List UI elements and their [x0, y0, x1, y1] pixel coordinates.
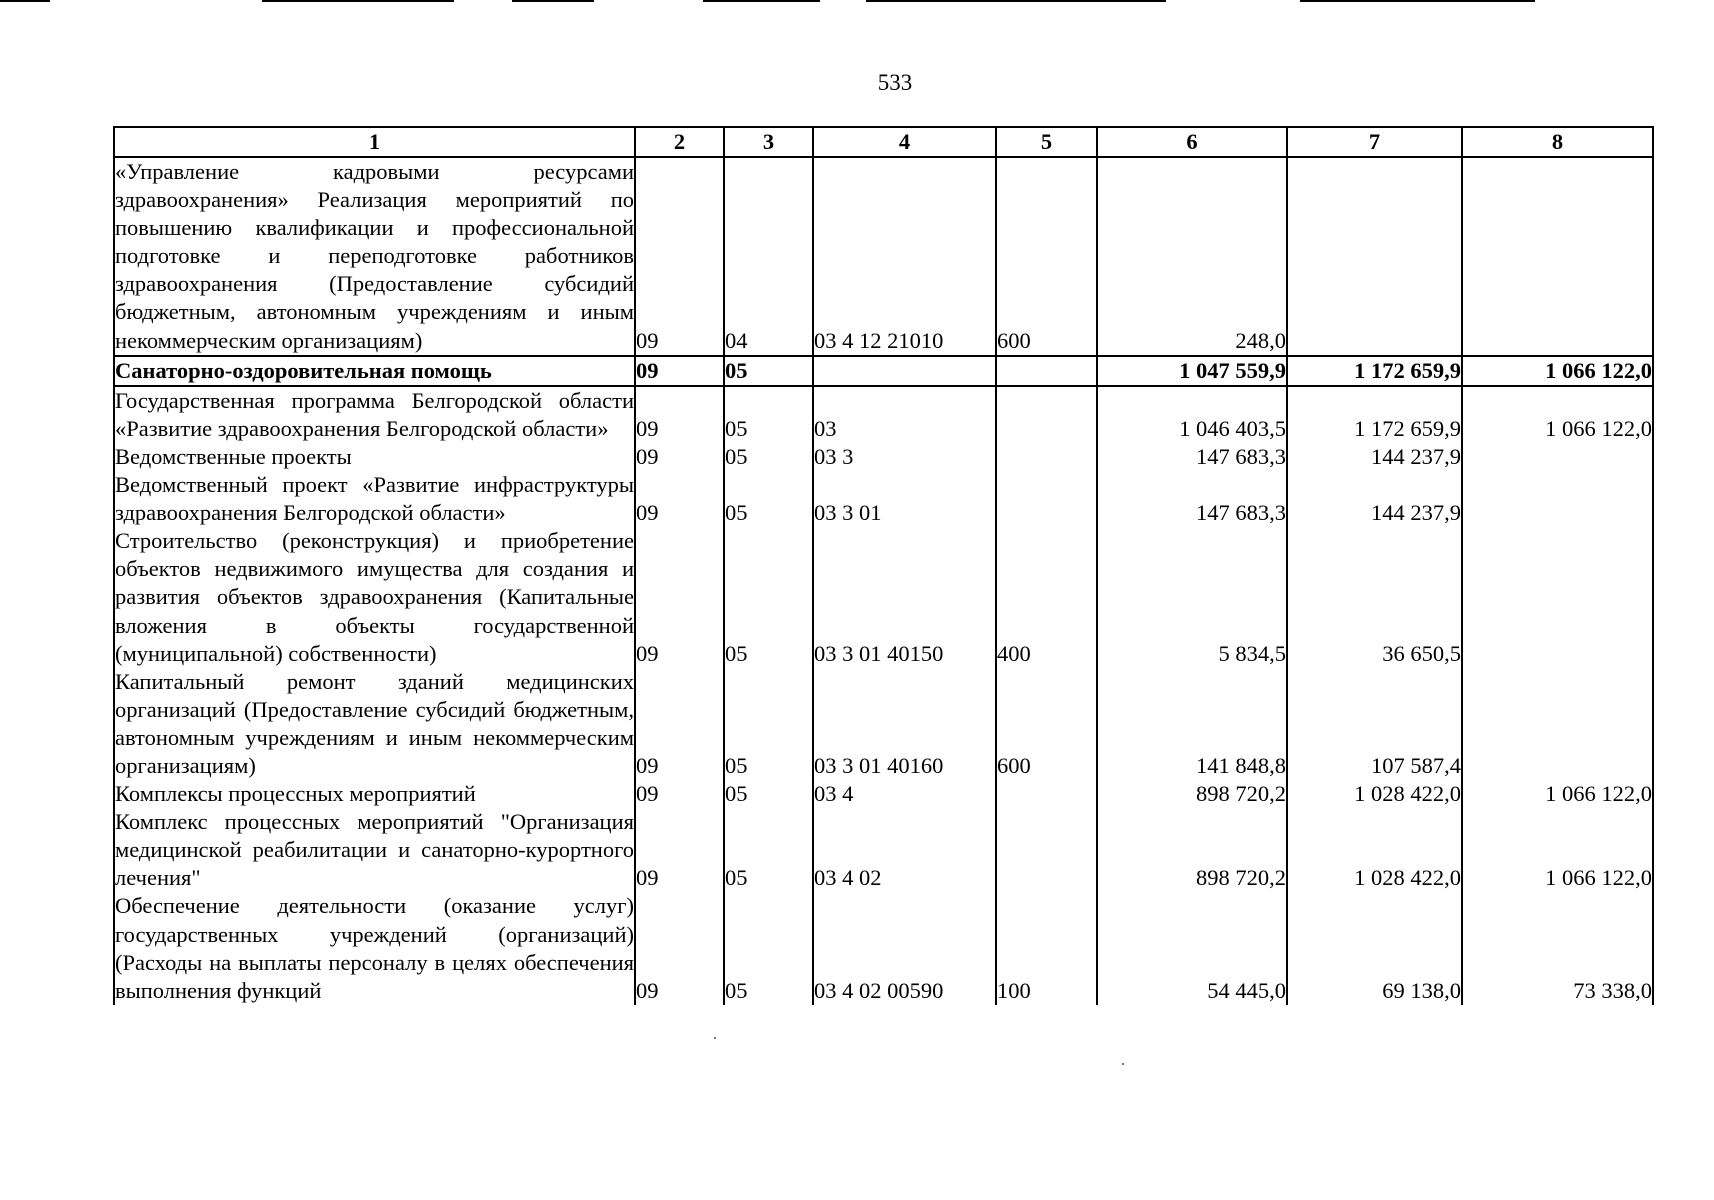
row-name: «Управление кадровыми ресурсами здравоохранения» Реализация мероприятий по повышению квалификации и профессиональной подготовке и переподготовке работников здравоохранения (Предоставление субсидий бюджетным, автономным учреждениям и иным некоммерческим организациям): [114, 157, 635, 356]
row-amount-col8: 73 338,0: [1462, 892, 1653, 1004]
row-expense-type: 600: [996, 668, 1097, 780]
table-row: [114, 668, 1653, 780]
top-edge-rule: [703, 0, 820, 2]
row-target-article: 03 4 12 21010: [813, 157, 996, 356]
row-subsection: 05: [724, 892, 813, 1004]
row-amount-col7: 1 172 659,9: [1287, 356, 1462, 386]
row-amount-col7: 144 237,9: [1287, 471, 1462, 527]
row-amount-col7: 1 028 422,0: [1287, 780, 1462, 808]
row-subsection: 05: [724, 386, 813, 443]
header-col-7: 7: [1287, 127, 1462, 157]
row-section: 09: [635, 157, 724, 356]
table-row: [114, 527, 1653, 667]
row-expense-type: [996, 808, 1097, 892]
row-name: Государственная программа Белгородской области «Развитие здравоохранения Белгородской области»: [114, 386, 635, 443]
row-target-article: 03 3 01 40160: [813, 668, 996, 780]
row-target-article: 03 4 02: [813, 808, 996, 892]
row-expense-type: [996, 356, 1097, 386]
top-edge-rule: [1300, 0, 1535, 2]
row-amount-col8: [1462, 668, 1653, 780]
table-row: [114, 443, 1653, 471]
row-subsection: 05: [724, 443, 813, 471]
row-expense-type: [996, 780, 1097, 808]
scan-speck: [714, 1037, 716, 1039]
row-name: Строительство (реконструкция) и приобретение объектов недвижимого имущества для создания и развития объектов здравоохранения (Капитальные вложения в объекты государственной (муниципальной) собственности): [114, 527, 635, 667]
row-amount-col8: 1 066 122,0: [1462, 356, 1653, 386]
row-target-article: 03 4 02 00590: [813, 892, 996, 1004]
top-edge-rule: [262, 0, 454, 2]
row-amount-col6: 248,0: [1097, 157, 1287, 356]
table-row: [114, 780, 1653, 808]
row-amount-col8: [1462, 527, 1653, 667]
row-amount-col6: 147 683,3: [1097, 443, 1287, 471]
row-amount-col6: 147 683,3: [1097, 471, 1287, 527]
row-section: 09: [635, 527, 724, 667]
top-edge-rule: [0, 0, 50, 2]
row-amount-col6: 898 720,2: [1097, 780, 1287, 808]
row-target-article: [813, 356, 996, 386]
row-name: Санаторно-оздоровительная помощь: [114, 356, 635, 386]
row-subsection: 05: [724, 668, 813, 780]
row-amount-col7: 36 650,5: [1287, 527, 1462, 667]
row-expense-type: [996, 386, 1097, 443]
table-row-total: [114, 356, 1653, 386]
scan-speck: [1122, 1063, 1124, 1065]
row-section: 09: [635, 780, 724, 808]
table-row: [114, 157, 1653, 356]
header-col-6: 6: [1097, 127, 1287, 157]
row-expense-type: 400: [996, 527, 1097, 667]
row-subsection: 04: [724, 157, 813, 356]
row-amount-col6: 898 720,2: [1097, 808, 1287, 892]
row-amount-col7: 1 028 422,0: [1287, 808, 1462, 892]
row-amount-col7: 69 138,0: [1287, 892, 1462, 1004]
header-col-1: 1: [114, 127, 635, 157]
table-row: [114, 386, 1653, 443]
row-amount-col6: 1 047 559,9: [1097, 356, 1287, 386]
row-subsection: 05: [724, 808, 813, 892]
row-expense-type: 600: [996, 157, 1097, 356]
row-target-article: 03 3 01: [813, 471, 996, 527]
row-section: 09: [635, 356, 724, 386]
row-name: Обеспечение деятельности (оказание услуг) государственных учреждений (организаций) (Расходы на выплаты персоналу в целях обеспечения выполнения функций: [114, 892, 635, 1004]
header-col-3: 3: [724, 127, 813, 157]
row-subsection: 05: [724, 356, 813, 386]
row-target-article: 03: [813, 386, 996, 443]
table-row: [114, 471, 1653, 527]
row-subsection: 05: [724, 527, 813, 667]
row-amount-col7: 107 587,4: [1287, 668, 1462, 780]
header-col-2: 2: [635, 127, 724, 157]
row-amount-col6: 1 046 403,5: [1097, 386, 1287, 443]
row-name: Комплекс процессных мероприятий "Организация медицинской реабилитации и санаторно-курортного лечения": [114, 808, 635, 892]
row-section: 09: [635, 892, 724, 1004]
table-row: [114, 892, 1653, 1004]
row-amount-col7: 1 172 659,9: [1287, 386, 1462, 443]
top-edge-rule: [512, 0, 594, 2]
row-name: Ведомственные проекты: [114, 443, 635, 471]
row-target-article: 03 3 01 40150: [813, 527, 996, 667]
row-amount-col7: [1287, 157, 1462, 356]
row-amount-col8: 1 066 122,0: [1462, 780, 1653, 808]
row-name: Ведомственный проект «Развитие инфраструктуры здравоохранения Белгородской области»: [114, 471, 635, 527]
row-amount-col6: 141 848,8: [1097, 668, 1287, 780]
row-subsection: 05: [724, 780, 813, 808]
row-amount-col8: [1462, 157, 1653, 356]
header-col-4: 4: [813, 127, 996, 157]
row-target-article: 03 4: [813, 780, 996, 808]
row-section: 09: [635, 808, 724, 892]
row-target-article: 03 3: [813, 443, 996, 471]
row-expense-type: [996, 471, 1097, 527]
budget-table: [113, 126, 1654, 1005]
row-amount-col8: 1 066 122,0: [1462, 808, 1653, 892]
row-section: 09: [635, 471, 724, 527]
top-edge-rule: [866, 0, 1166, 2]
row-amount-col8: [1462, 443, 1653, 471]
row-amount-col6: 5 834,5: [1097, 527, 1287, 667]
page-number: 533: [877, 70, 913, 95]
row-amount-col8: [1462, 471, 1653, 527]
row-section: 09: [635, 386, 724, 443]
row-amount-col7: 144 237,9: [1287, 443, 1462, 471]
header-col-8: 8: [1462, 127, 1653, 157]
row-subsection: 05: [724, 471, 813, 527]
table-row: [114, 808, 1653, 892]
header-col-5: 5: [996, 127, 1097, 157]
header-row: [114, 127, 1653, 157]
row-expense-type: 100: [996, 892, 1097, 1004]
row-section: 09: [635, 668, 724, 780]
row-expense-type: [996, 443, 1097, 471]
row-section: 09: [635, 443, 724, 471]
row-amount-col8: 1 066 122,0: [1462, 386, 1653, 443]
row-name: Капитальный ремонт зданий медицинских организаций (Предоставление субсидий бюджетным, автономным учреждениям и иным некоммерческим организациям): [114, 668, 635, 780]
row-amount-col6: 54 445,0: [1097, 892, 1287, 1004]
row-name: Комплексы процессных мероприятий: [114, 780, 635, 808]
